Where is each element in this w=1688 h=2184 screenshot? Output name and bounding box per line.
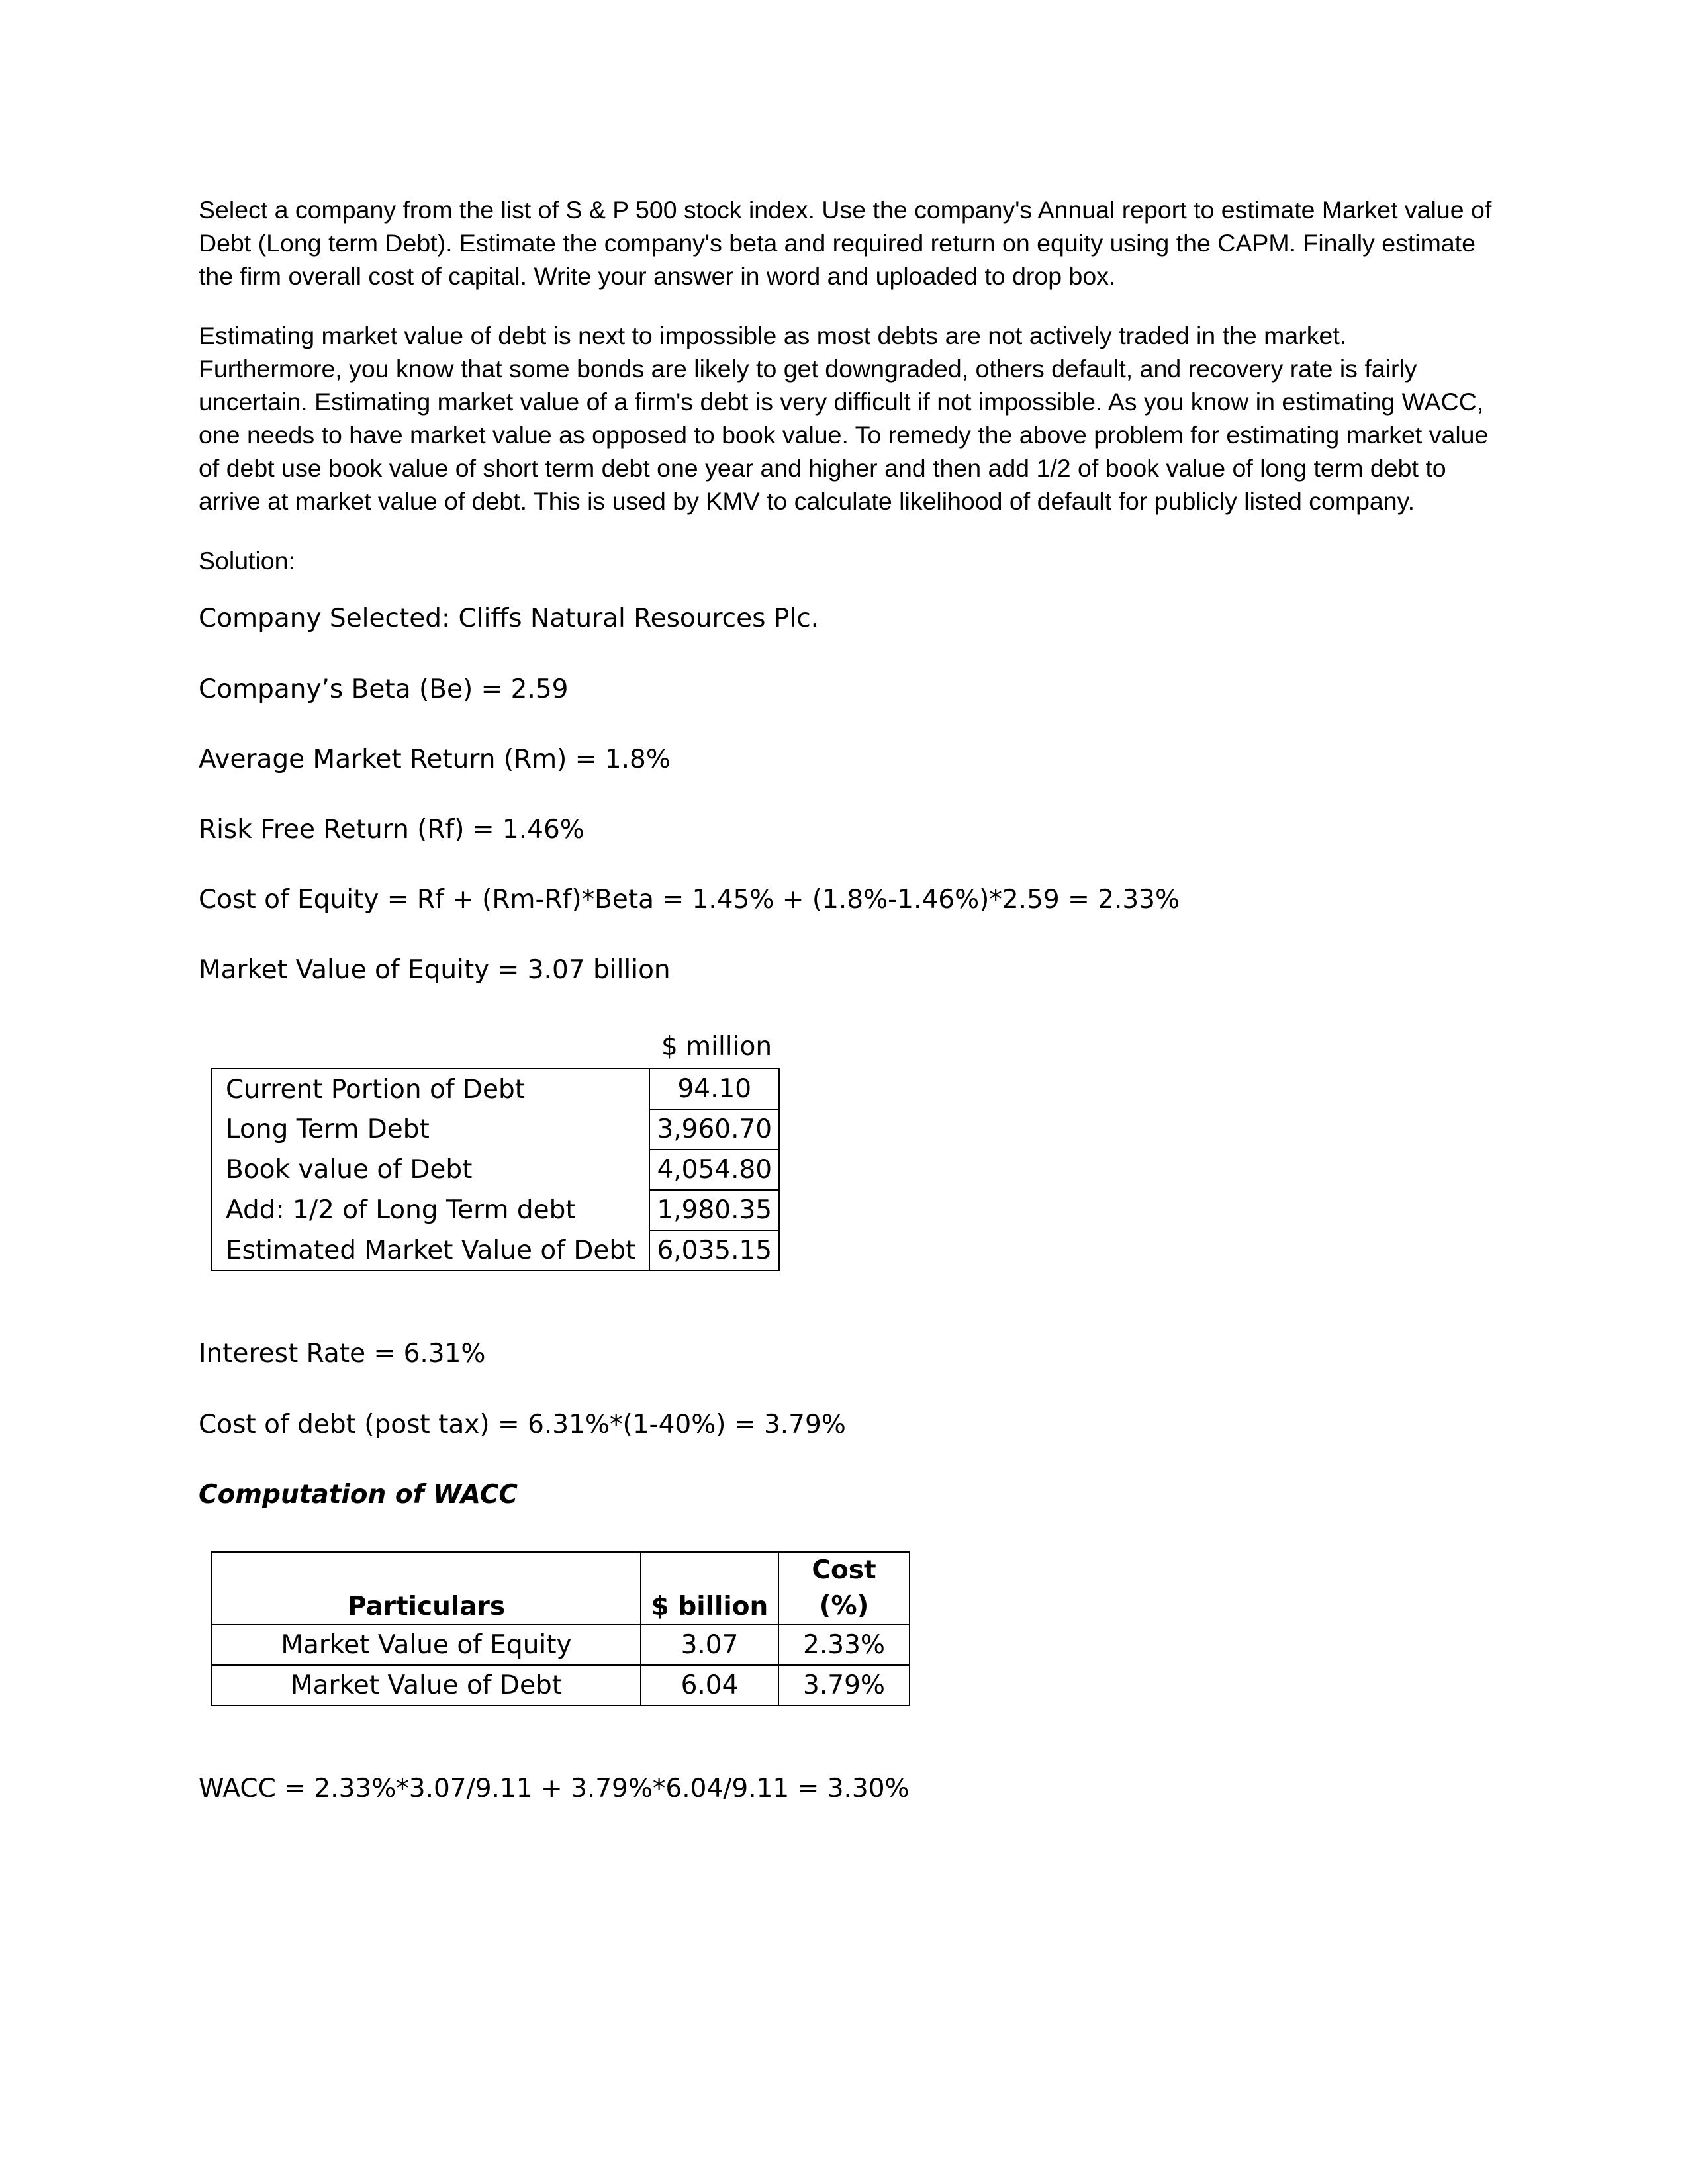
table-row: [212, 1150, 779, 1190]
table-row: [212, 1665, 910, 1706]
wacc-row-amount: 3.07: [641, 1625, 778, 1665]
market-return-line: Average Market Return (Rm) = 1.8%: [199, 745, 671, 774]
table-row: [212, 1069, 779, 1109]
table-header-row: [212, 1552, 910, 1625]
debt-row-value: 1,980.35: [649, 1190, 779, 1230]
table-row: [212, 1109, 779, 1150]
header-amount: $ billion: [641, 1552, 778, 1625]
wacc-row-label: Market Value of Equity: [212, 1625, 641, 1665]
debt-table: [211, 1068, 780, 1271]
header-particulars: Particulars: [212, 1552, 641, 1625]
wacc-row-cost: 3.79%: [778, 1665, 910, 1706]
debt-row-label: Current Portion of Debt: [212, 1069, 649, 1109]
company-selected-line: Company Selected: Cliffs Natural Resources Plc.: [199, 604, 820, 633]
debt-row-value: 4,054.80: [649, 1150, 779, 1190]
table-row: [212, 1190, 779, 1230]
debt-row-label: Book value of Debt: [212, 1150, 649, 1190]
question-paragraph-1: Select a company from the list of S & P 500 stock index. Use the company's Annual report to estimate Market value of Debt (Long term Debt). Estimate the company's beta and required return on equity using the CAPM. Finally estimate the firm overall cost of capital. Write your answer in word and uploaded to drop box.: [199, 196, 1492, 290]
debt-row-label: Add: 1/2 of Long Term debt: [212, 1190, 649, 1230]
wacc-row-label: Market Value of Debt: [212, 1665, 641, 1706]
cost-of-debt-line: Cost of debt (post tax) = 6.31%*(1-40%) = 3.79%: [199, 1410, 846, 1439]
debt-row-label: Long Term Debt: [212, 1109, 649, 1150]
header-cost-bottom: (%): [819, 1591, 869, 1621]
table-row: [212, 1625, 910, 1665]
debt-row-value: 3,960.70: [649, 1109, 779, 1150]
beta-line: Company’s Beta (Be) = 2.59: [199, 674, 569, 704]
debt-row-label: Estimated Market Value of Debt: [212, 1230, 649, 1271]
wacc-table: [211, 1551, 910, 1706]
question-paragraph-2: Estimating market value of debt is next to impossible as most debts are not actively traded in the market. Furthermore, you know that some bonds are likely to get downgraded, others default, and recovery rate is fairly uncertain. Estimating market value of a firm's debt is very difficult if not impossible. As you know in estimating WACC, one needs to have market value as opposed to book value. To remedy the above problem for estimating market value of debt use book value of short term debt one year and higher and then add 1/2 of book value of long term debt to arrive at market value of debt. This is used by KMV to calculate likelihood of default for publicly listed company.: [199, 322, 1489, 515]
wacc-row-amount: 6.04: [641, 1665, 778, 1706]
wacc-row-cost: 2.33%: [778, 1625, 910, 1665]
debt-row-value: 94.10: [649, 1069, 779, 1109]
risk-free-line: Risk Free Return (Rf) = 1.46%: [199, 815, 585, 844]
debt-row-value: 6,035.15: [649, 1230, 779, 1271]
solution-label: Solution:: [199, 547, 295, 574]
debt-table-unit-label: $ million: [661, 1032, 773, 1062]
wacc-formula-line: WACC = 2.33%*3.07/9.11 + 3.79%*6.04/9.11 = 3.30%: [199, 1774, 910, 1803]
market-value-equity-line: Market Value of Equity = 3.07 billion: [199, 955, 671, 985]
cost-of-equity-line: Cost of Equity = Rf + (Rm-Rf)*Beta = 1.45% + (1.8%-1.46%)*2.59 = 2.33%: [199, 885, 1180, 915]
header-cost: [778, 1552, 910, 1625]
table-row: [212, 1230, 779, 1271]
header-cost-top: Cost: [812, 1555, 876, 1585]
wacc-heading: Computation of WACC: [199, 1480, 518, 1510]
interest-rate-line: Interest Rate = 6.31%: [199, 1339, 486, 1369]
